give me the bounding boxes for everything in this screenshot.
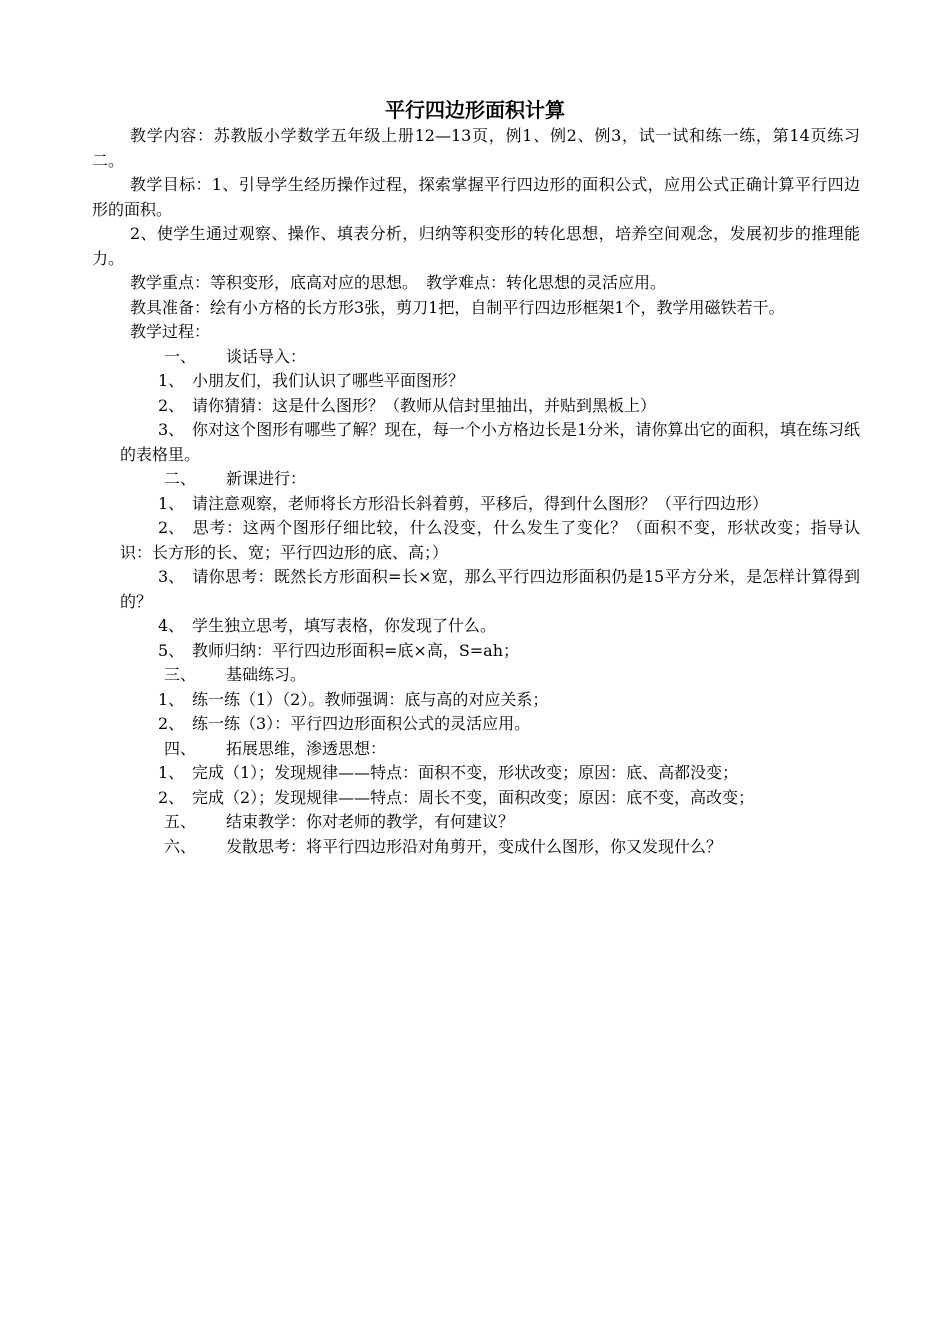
section-heading: [92, 810, 860, 835]
list-item: [92, 614, 860, 639]
section-heading-text: 基础练习。: [226, 665, 307, 684]
list-item-number: 1、: [158, 763, 185, 782]
list-item-number: 5、: [158, 640, 185, 660]
list-item-number: 2、: [158, 518, 185, 537]
list-item: [92, 639, 860, 664]
list-item-number: 4、: [158, 616, 185, 635]
section-heading-text: 拓展思维，渗透思想：: [226, 738, 387, 758]
list-item: [92, 761, 860, 786]
list-item-text: 练一练（3）：平行四边形面积公式的灵活应用。: [192, 714, 531, 733]
section-heading-text: 新课进行：: [226, 469, 307, 488]
section-number: 四、: [164, 738, 197, 758]
section-heading: [92, 663, 860, 688]
document-title: 平行四边形面积计算: [385, 98, 565, 122]
list-item-number: 1、: [158, 371, 185, 390]
section-heading: [92, 467, 860, 492]
list-item-text: 完成（1）；发现规律——特点：面积不变，形状改变；原因：底、高都没变；: [192, 763, 739, 782]
list-item-number: 1、: [158, 493, 185, 513]
document-body: [92, 124, 860, 859]
section-number: 三、: [164, 665, 197, 684]
section-number: 一、: [164, 346, 197, 366]
list-item-text: 你对这个图形有哪些了解？现在，每一个小方格边长是1分米，请你算出它的面积，填在练习纸的表格里。: [120, 420, 860, 464]
list-item-text: 请注意观察，老师将长方形沿长斜着剪，平移后，得到什么图形？（平行四边形）: [192, 493, 769, 513]
list-item-number: 2、: [158, 787, 185, 807]
list-item-text: 完成（2）；发现规律——特点：周长不变，面积改变；原因：底不变，高改变；: [192, 787, 755, 807]
list-item: [92, 516, 860, 565]
list-item: [92, 492, 860, 517]
list-item-text: 请你猜猜：这是什么图形？（教师从信封里抽出，并贴到黑板上）: [192, 395, 657, 415]
list-item-text: 学生独立思考，填写表格，你发现了什么。: [192, 616, 497, 635]
list-item: [92, 418, 860, 467]
list-item: [92, 688, 860, 713]
list-item: [92, 786, 860, 811]
section-number: 五、: [164, 812, 197, 831]
list-item-number: 2、: [158, 395, 185, 415]
section-heading-text: 谈话导入：: [226, 346, 307, 366]
list-item-number: 3、: [158, 420, 185, 439]
process-sections: [92, 345, 860, 860]
section-heading-text: 发散思考：将平行四边形沿对角剪开，变成什么图形，你又发现什么？: [226, 836, 723, 856]
teaching-process-label: 教学过程：: [130, 322, 211, 341]
list-item-number: 1、: [158, 689, 185, 709]
list-item: [92, 394, 860, 419]
list-item: [92, 712, 860, 737]
teaching-focus: 教学重点：等积变形，底高对应的思想。 教学难点：转化思想的灵活应用。: [130, 273, 667, 292]
list-item-number: 3、: [158, 567, 185, 586]
list-item-text: 思考：这两个图形仔细比较，什么没变，什么发生了变化？（面积不变，形状改变；指导认识：长方形的长、宽；平行四边形的底、高；）: [120, 518, 860, 562]
section-heading: [92, 737, 860, 762]
list-item-number: 2、: [158, 714, 185, 733]
teaching-goal-2: 2、使学生通过观察、操作、填表分析，归纳等积变形的转化思想，培养空间观念，发展初步的推理能力。: [92, 224, 860, 268]
list-item: [92, 369, 860, 394]
teaching-goal-1: 教学目标：1、引导学生经历操作过程，探索掌握平行四边形的面积公式，应用公式正确计算平行四边形的面积。: [92, 175, 860, 219]
list-item-text: 请你思考：既然长方形面积=长×宽，那么平行四边形面积仍是15平方分米，是怎样计算得到的？: [120, 567, 860, 611]
list-item-text: 练一练（1）（2）。教师强调：底与高的对应关系；: [192, 689, 549, 709]
teaching-content: 教学内容：苏教版小学数学五年级上册12—13页，例1、例2、例3，试一试和练一练，第14页练习二。: [92, 126, 860, 170]
list-item: [92, 565, 860, 614]
section-heading: [92, 345, 860, 370]
list-item-text: 教师归纳：平行四边形面积=底×高，S=ah；: [192, 640, 520, 660]
section-number: 二、: [164, 469, 197, 488]
teaching-tools: 教具准备：绘有小方格的长方形3张，剪刀1把，自制平行四边形框架1个，教学用磁铁若干。: [130, 297, 785, 317]
section-heading: [92, 835, 860, 860]
section-heading-text: 结束教学：你对老师的教学，有何建议？: [226, 812, 515, 831]
section-number: 六、: [164, 836, 197, 856]
list-item-text: 小朋友们，我们认识了哪些平面图形？: [192, 371, 465, 390]
